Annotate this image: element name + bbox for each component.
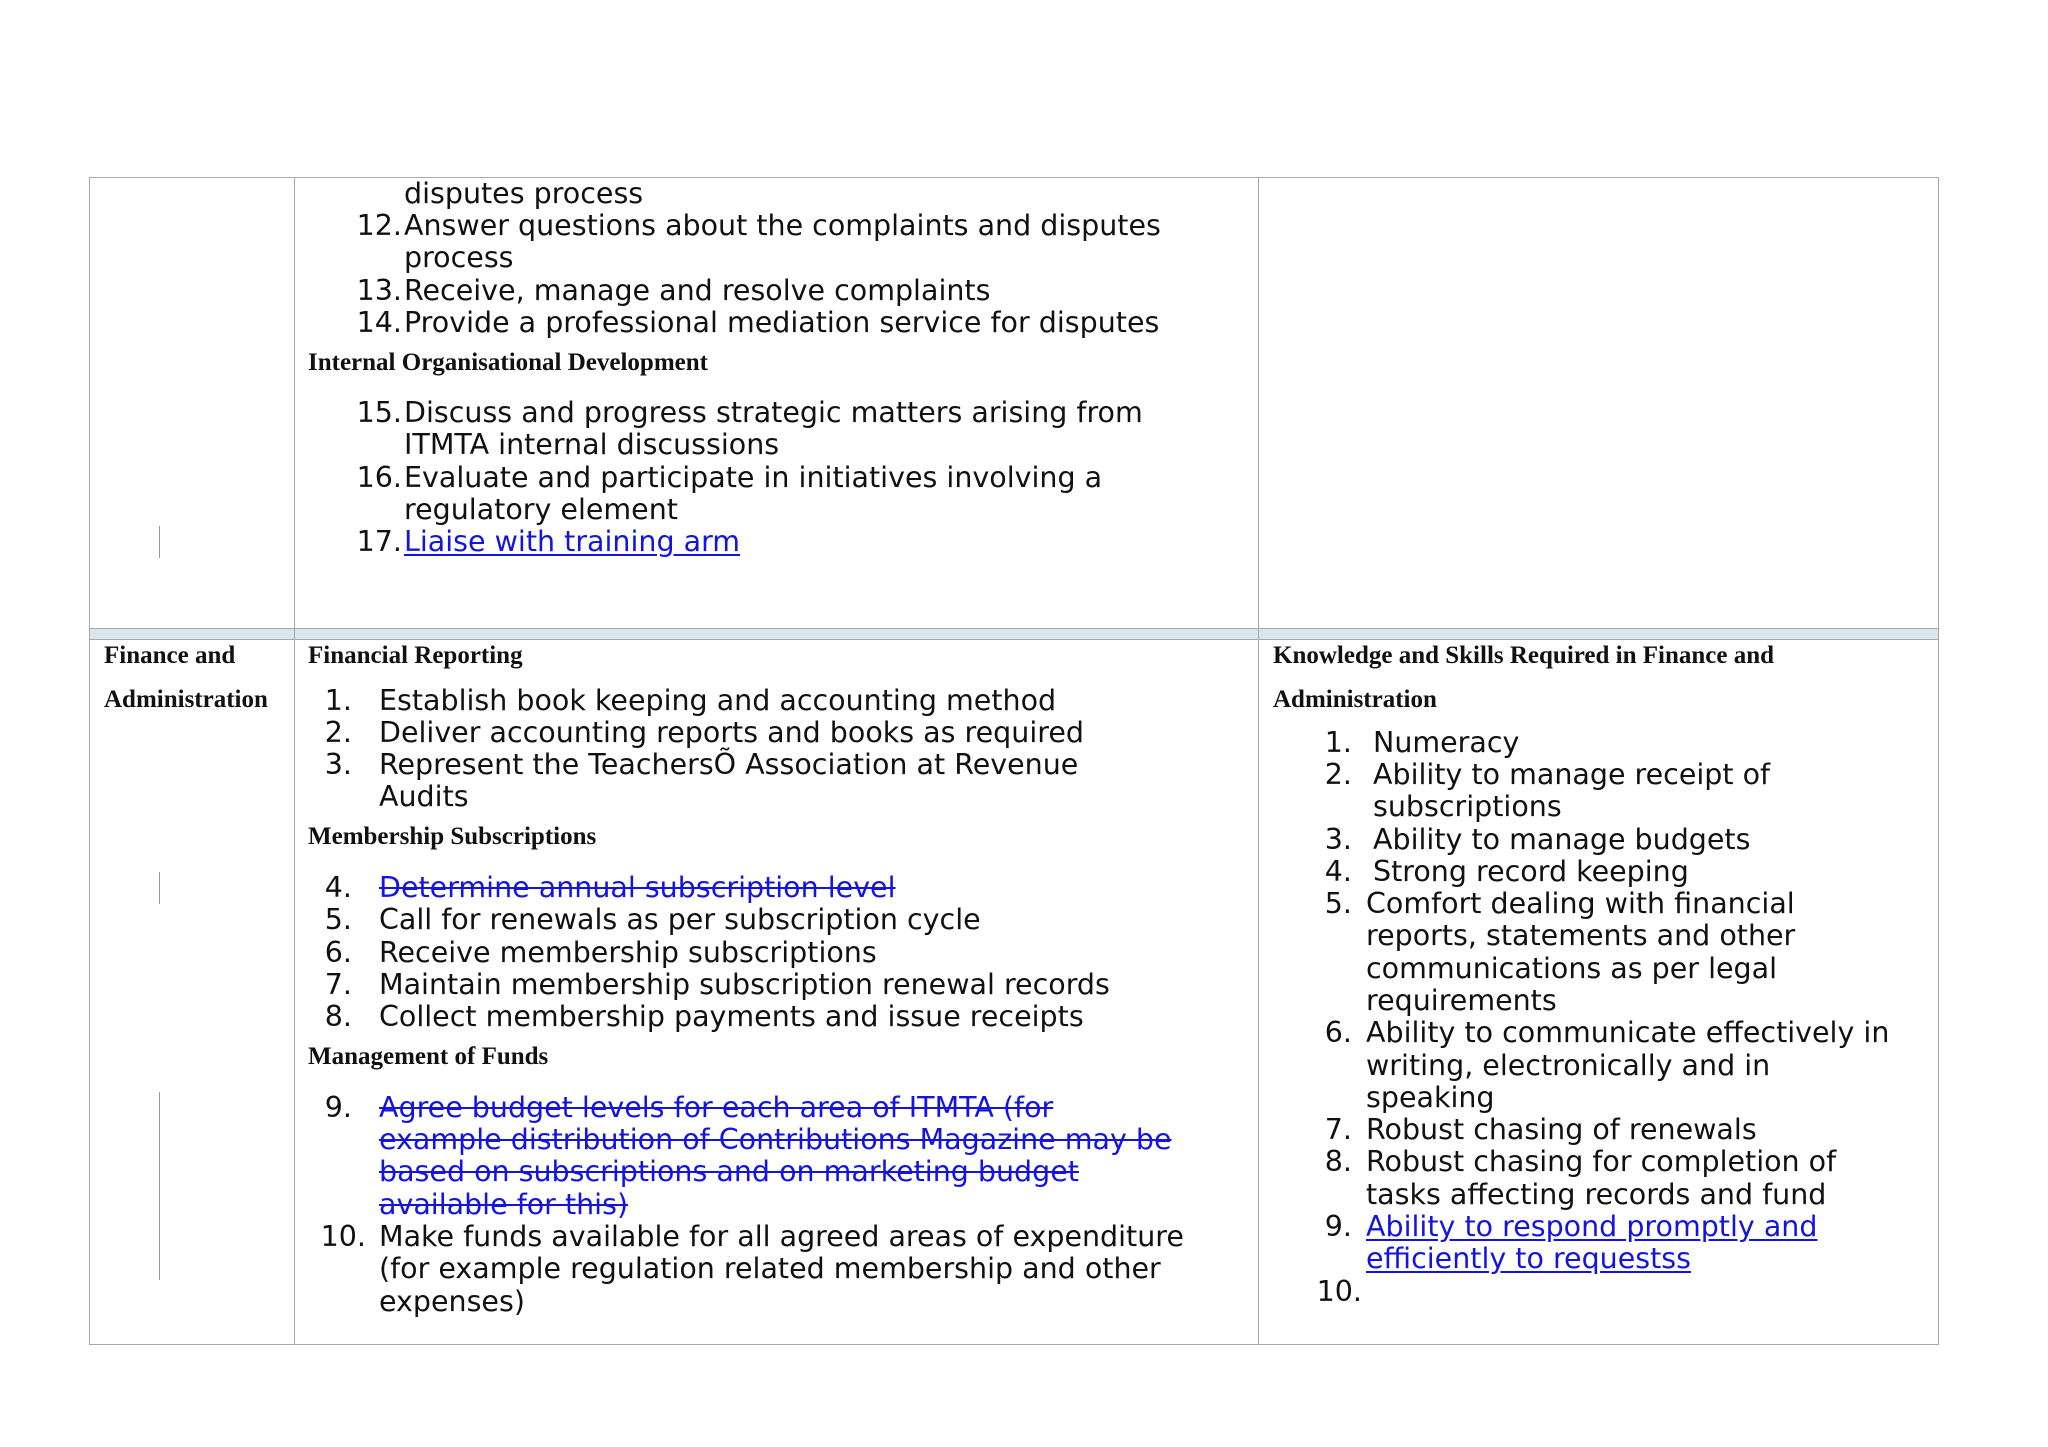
list-item-number: 2. — [324, 716, 352, 749]
skills-item-number: 7. — [1324, 1113, 1352, 1146]
list-item-text: Deliver accounting reports and books as required — [379, 716, 1084, 749]
list-item-text: Make funds available for all agreed areas of expenditure — [379, 1220, 1184, 1253]
list-item-text: regulatory element — [404, 493, 678, 526]
list-item-text: Collect membership payments and issue receipts — [379, 1000, 1084, 1033]
list-item-text: Maintain membership subscription renewal records — [379, 968, 1110, 1001]
list-item-text: Provide a professional mediation service for disputes — [404, 306, 1160, 339]
list-item-number: 14. — [356, 306, 402, 339]
deleted-text-budget-levels: Agree budget levels for each area of ITMTA (for — [379, 1091, 1054, 1124]
list-item-text: expenses) — [379, 1285, 525, 1318]
inserted-text-respond-promptly: efficiently to requestss — [1366, 1242, 1691, 1275]
skills-item-number: 5. — [1324, 887, 1352, 920]
list-item-text: process — [404, 241, 514, 274]
list-item-number: 10. — [320, 1220, 366, 1253]
skills-item-text: Robust chasing of renewals — [1366, 1113, 1757, 1146]
skills-item-text: Ability to manage budgets — [1373, 823, 1751, 856]
skills-item-text: tasks affecting records and fund — [1366, 1178, 1827, 1211]
deleted-text-subscription-level: Determine annual subscription level — [379, 871, 896, 904]
list-item-number: 13. — [356, 274, 402, 307]
list-item-number: 6. — [324, 936, 352, 969]
list-item-text: Answer questions about the complaints and disputes — [404, 209, 1161, 242]
column-divider-1 — [294, 177, 295, 1345]
row-label-line: Administration — [104, 686, 268, 713]
skills-item-text: reports, statements and other — [1366, 919, 1796, 952]
skills-item-text: speaking — [1366, 1081, 1495, 1114]
list-item-number: 16. — [356, 461, 402, 494]
list-item-text: Receive, manage and resolve complaints — [404, 274, 991, 307]
list-item-number: 4. — [324, 871, 352, 904]
subheading-membership-subscriptions: Membership Subscriptions — [308, 823, 597, 850]
list-item-number: 17. — [356, 525, 402, 558]
list-item-text: Establish book keeping and accounting method — [379, 684, 1057, 717]
list-item-text: ITMTA internal discussions — [404, 428, 780, 461]
skills-item-number: 2. — [1324, 758, 1352, 791]
list-item-number: 5. — [324, 903, 352, 936]
revision-change-bar — [159, 872, 160, 904]
revision-change-bar — [159, 1092, 160, 1280]
list-item-text: disputes process — [404, 177, 644, 210]
inserted-text-liaise-training: Liaise with training arm — [404, 525, 741, 558]
list-item-text: Evaluate and participate in initiatives involving a — [404, 461, 1103, 494]
subheading-management-of-funds: Management of Funds — [308, 1043, 549, 1070]
list-item-number: 7. — [324, 968, 352, 1001]
row-label-line: Finance and — [104, 642, 236, 669]
skills-item-text: Ability to manage receipt of — [1373, 758, 1771, 791]
skills-item-number: 9. — [1324, 1210, 1352, 1243]
skills-item-number: 6. — [1324, 1016, 1352, 1049]
subheading-internal-development: Internal Organisational Development — [308, 349, 708, 376]
list-item-number: 3. — [324, 748, 352, 781]
skills-item-text: Comfort dealing with financial — [1366, 887, 1795, 920]
skills-item-text: requirements — [1366, 984, 1557, 1017]
list-item-text: Receive membership subscriptions — [379, 936, 877, 969]
skills-item-text: Numeracy — [1373, 726, 1520, 759]
skills-item-text: Ability to communicate effectively in — [1366, 1016, 1890, 1049]
skills-item-text: writing, electronically and in — [1366, 1049, 1771, 1082]
subheading-financial-reporting: Financial Reporting — [308, 642, 523, 669]
list-item-number: 8. — [324, 1000, 352, 1033]
column-divider-2 — [1258, 177, 1259, 1345]
skills-item-number: 10. — [1316, 1275, 1362, 1308]
row-separator-band — [89, 628, 1939, 640]
list-item-number: 12. — [356, 209, 402, 242]
deleted-text-budget-levels: example distribution of Contributions Magazine may be — [379, 1123, 1172, 1156]
skills-item-number: 3. — [1324, 823, 1352, 856]
skills-item-text: Robust chasing for completion of — [1366, 1145, 1837, 1178]
skills-item-number: 1. — [1324, 726, 1352, 759]
list-item-number: 9. — [324, 1091, 352, 1124]
list-item-number: 1. — [324, 684, 352, 717]
table-bottom-border — [89, 1344, 1939, 1345]
deleted-text-budget-levels: based on subscriptions and on marketing budget — [379, 1155, 1079, 1188]
skills-item-number: 4. — [1324, 855, 1352, 888]
table-right-border — [1938, 177, 1939, 1345]
skills-item-text: subscriptions — [1373, 790, 1562, 823]
deleted-text-budget-levels: available for this) — [379, 1188, 629, 1221]
table-left-border — [89, 177, 90, 1345]
list-item-text: Audits — [379, 780, 469, 813]
revision-change-bar — [159, 526, 160, 558]
skills-item-text: Strong record keeping — [1373, 855, 1689, 888]
list-item-text: Represent the TeachersÕ Association at Revenue — [379, 748, 1079, 781]
skills-item-text: communications as per legal — [1366, 952, 1778, 985]
table-top-border — [89, 177, 1939, 178]
skills-heading-line: Administration — [1273, 686, 1437, 713]
list-item-text: (for example regulation related membership and other — [379, 1252, 1161, 1285]
skills-heading-line: Knowledge and Skills Required in Finance and — [1273, 642, 1775, 669]
list-item-number: 15. — [356, 396, 402, 429]
list-item-text: Discuss and progress strategic matters arising from — [404, 396, 1143, 429]
inserted-text-respond-promptly: Ability to respond promptly and — [1366, 1210, 1818, 1243]
skills-item-number: 8. — [1324, 1145, 1352, 1178]
list-item-text: Call for renewals as per subscription cycle — [379, 903, 981, 936]
